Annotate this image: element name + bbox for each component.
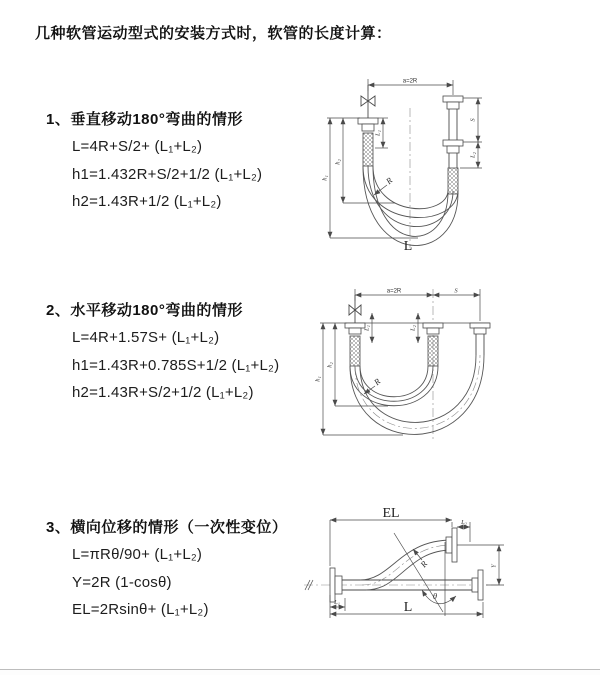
page-bottom-edge bbox=[0, 669, 600, 675]
radius-callout bbox=[413, 549, 430, 570]
right-end-fitting bbox=[443, 96, 463, 194]
dim-label-r: R bbox=[418, 558, 430, 570]
dimension-l1 bbox=[364, 313, 373, 343]
dim-label-a2r: a=2R bbox=[386, 288, 402, 295]
diagram-lateral-displacement bbox=[296, 500, 600, 635]
dim-label-s: S bbox=[469, 118, 477, 122]
dim-label-l1: L₁ bbox=[374, 130, 382, 136]
left-end-fitting bbox=[358, 118, 378, 166]
section3-formula-EL: EL=2Rsinθ+ (L₁+L₂) bbox=[72, 601, 209, 618]
section2-formula-h1: h1=1.43R+0.785S+1/2 (L₁+L₂) bbox=[72, 357, 280, 374]
left-end-fitting bbox=[330, 568, 342, 602]
hose-braid bbox=[448, 168, 458, 194]
left-end-fitting bbox=[345, 323, 365, 366]
section3-formula-Y: Y=2R (1-cosθ) bbox=[72, 574, 172, 591]
section1-heading: 1、垂直移动180°弯曲的情形 bbox=[46, 111, 243, 128]
diagram-vertical-180-bend bbox=[310, 72, 595, 257]
section2-formula-h2: h2=1.43R+S/2+1/2 (L₁+L₂) bbox=[72, 384, 254, 401]
dimension-a2r bbox=[355, 289, 480, 322]
dim-label-length: L bbox=[403, 600, 413, 615]
dimension-l2 bbox=[410, 313, 419, 343]
dimension-s bbox=[463, 98, 482, 142]
dim-label-r: R bbox=[383, 175, 395, 187]
hose-braid bbox=[350, 336, 360, 366]
hose-braid bbox=[428, 336, 438, 366]
dim-label-h2: h₂ bbox=[334, 159, 342, 165]
dim-label-h1: h₁ bbox=[314, 376, 322, 382]
angle-theta bbox=[422, 590, 456, 604]
hose-braid bbox=[363, 133, 373, 166]
dim-label-l2: L₂ bbox=[409, 325, 417, 331]
section3-heading: 3、横向位移的情形（一次性变位） bbox=[46, 519, 288, 536]
dimension-l2 bbox=[457, 519, 470, 542]
section3-formula-L: L=πRθ/90+ (L₁+L₂) bbox=[72, 546, 203, 563]
section1-formula-h1: h1=1.432R+S/2+1/2 (L₁+L₂) bbox=[72, 166, 263, 183]
dimension-length bbox=[330, 595, 483, 618]
section1-formula-L: L=4R+S/2+ (L₁+L₂) bbox=[72, 138, 203, 155]
dim-label-length: L bbox=[403, 239, 413, 254]
dim-label-h2: h₂ bbox=[326, 362, 334, 368]
page-title: 几种软管运动型式的安装方式时，软管的长度计算： bbox=[35, 25, 392, 42]
hose-s-curve bbox=[360, 528, 457, 590]
section2-heading: 2、水平移动180°弯曲的情形 bbox=[46, 302, 243, 319]
middle-end-fitting bbox=[423, 323, 443, 366]
dim-label-h1: h₁ bbox=[321, 175, 329, 181]
section1-formula-h2: h2=1.43R+1/2 (L₁+L₂) bbox=[72, 193, 222, 210]
dimension-a2r bbox=[368, 79, 453, 96]
dim-label-theta: θ bbox=[432, 591, 438, 601]
dim-label-l1: L₁ bbox=[334, 599, 340, 606]
dimension-el bbox=[330, 506, 452, 566]
dim-label-el: EL bbox=[382, 506, 400, 521]
dim-label-l1: L₁ bbox=[363, 325, 371, 331]
dim-label-y: Y bbox=[490, 564, 498, 568]
section2-formula-L: L=4R+1.57S+ (L₁+L₂) bbox=[72, 329, 220, 346]
valve-icon bbox=[349, 295, 361, 323]
dim-label-l2: L₂ bbox=[461, 519, 467, 526]
dim-label-l2: L₂ bbox=[469, 152, 477, 158]
right-end-fitting bbox=[470, 323, 490, 355]
diagram-horizontal-180-bend bbox=[308, 283, 600, 448]
dim-label-a2r: a=2R bbox=[402, 78, 418, 85]
hose-curves bbox=[363, 166, 458, 246]
dim-label-s: S bbox=[454, 287, 458, 295]
valve-icon bbox=[361, 85, 375, 118]
dim-label-r: R bbox=[371, 376, 383, 388]
dimension-s bbox=[433, 288, 480, 296]
